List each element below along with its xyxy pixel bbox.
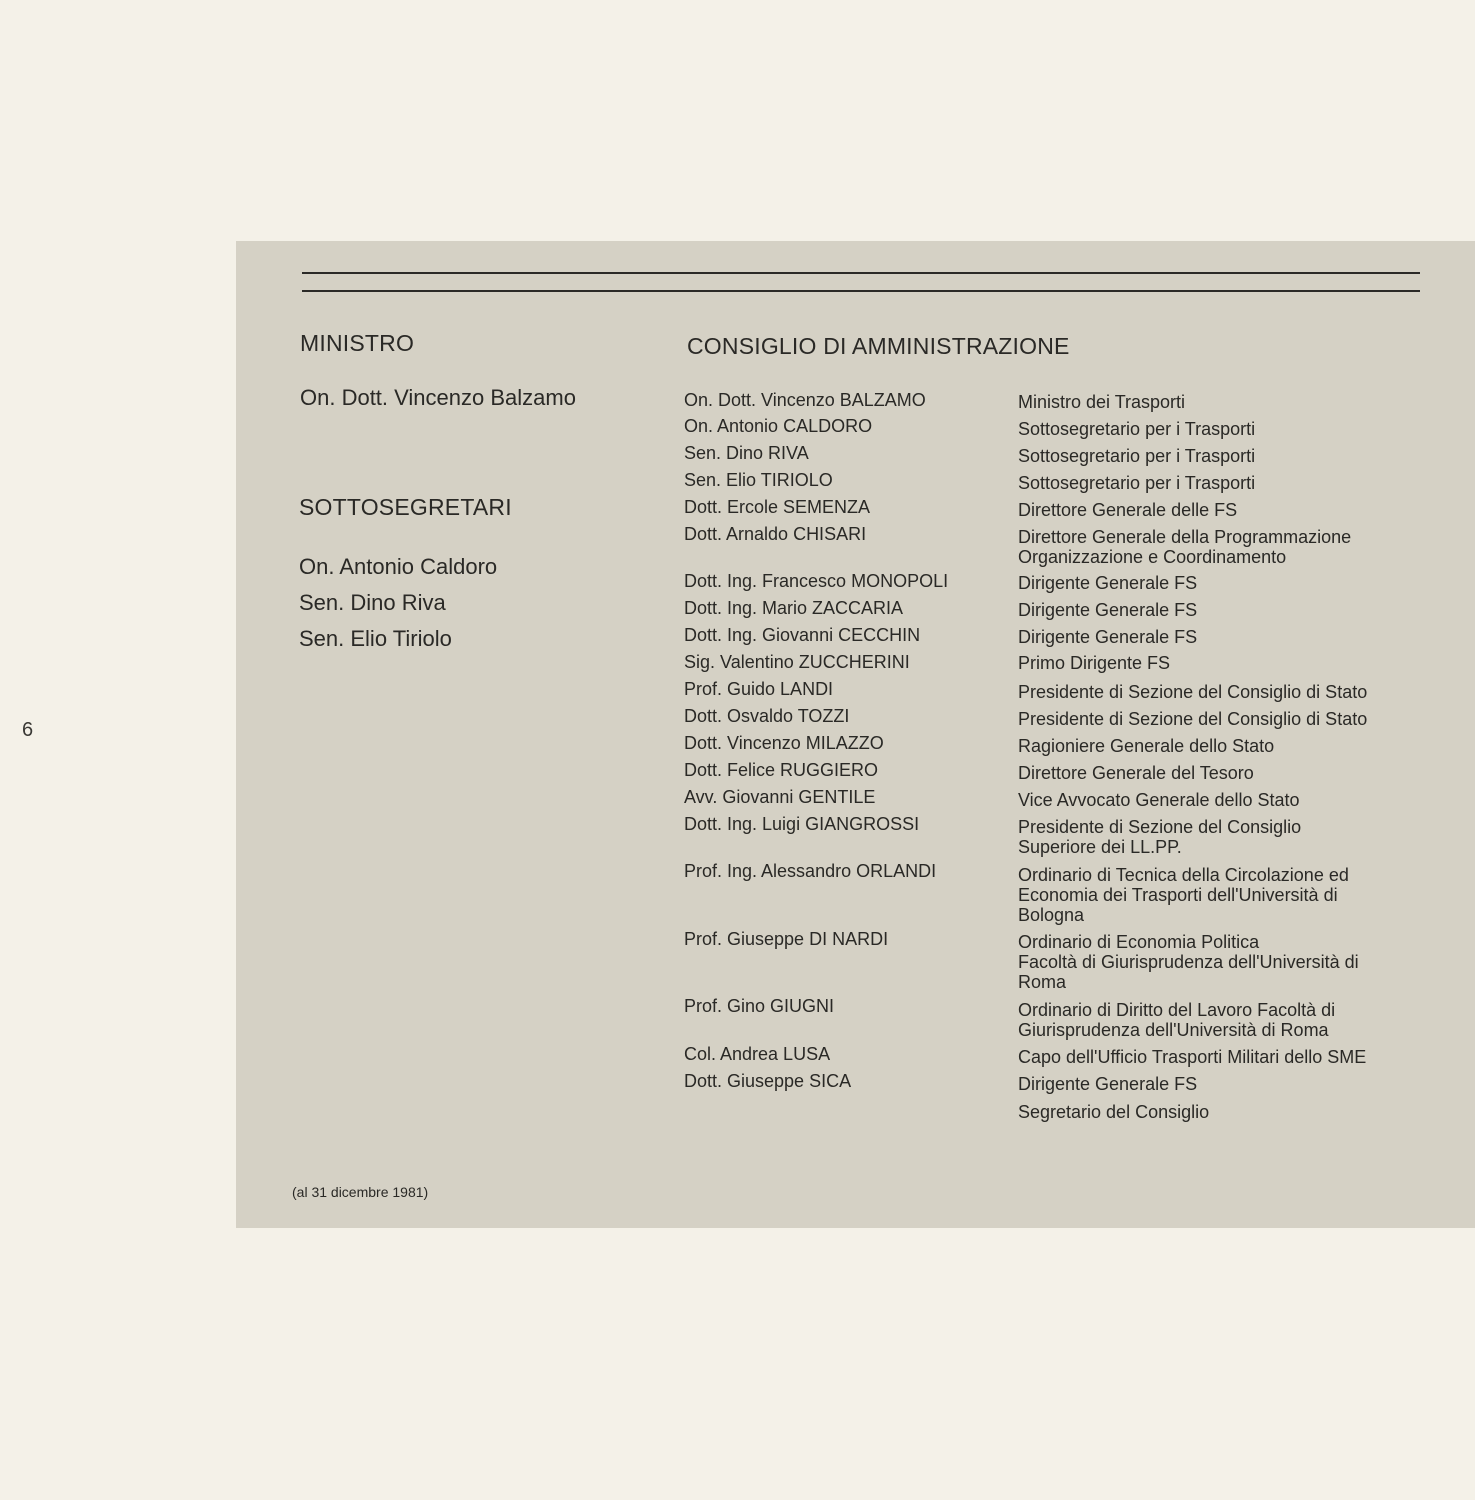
council-member-name: Prof. Guido LANDI (684, 679, 834, 699)
page-number: 6 (22, 719, 34, 741)
council-member-role: Dirigente Generale FS (1018, 1074, 1198, 1094)
council-member-role: Ordinario di Economia Politica Facoltà di Giurisprudenza dell'Università di Roma (1018, 932, 1359, 992)
council-member-name: Col. Andrea LUSA (684, 1044, 831, 1064)
council-member-role: Capo dell'Ufficio Trasporti Militari dello SME (1018, 1047, 1367, 1067)
council-member-role: Ragioniere Generale dello Stato (1018, 736, 1275, 756)
content-panel (236, 241, 1475, 1228)
council-member-name: Sen. Elio TIRIOLO (684, 470, 833, 490)
council-member-name: Dott. Vincenzo MILAZZO (684, 733, 884, 753)
council-member-name: Dott. Osvaldo TOZZI (684, 706, 850, 726)
council-member-name: Sig. Valentino ZUCCHERINI (684, 652, 910, 672)
council-member-role: Ordinario di Tecnica della Circolazione ed Economia dei Trasporti dell'Università di Bologna (1018, 865, 1349, 925)
council-member-role: Direttore Generale della Programmazione Organizzazione e Coordinamento (1018, 527, 1352, 567)
council-member-name: Dott. Ing. Mario ZACCARIA (684, 598, 904, 618)
council-member-name: Sen. Dino RIVA (684, 443, 809, 463)
council-member-name: Dott. Arnaldo CHISARI (684, 524, 867, 544)
council-member-role: Ordinario di Diritto del Lavoro Facoltà di Giurisprudenza dell'Università di Roma (1018, 1000, 1336, 1040)
undersecretary-name: Sen. Elio Tiriolo (299, 626, 452, 651)
council-member-role: Dirigente Generale FS (1018, 600, 1198, 620)
council-member-role: Primo Dirigente FS (1018, 653, 1171, 673)
council-member-role: Sottosegretario per i Trasporti (1018, 446, 1256, 466)
council-member-name: Dott. Ing. Francesco MONOPOLI (684, 571, 949, 591)
council-member-name: Avv. Giovanni GENTILE (684, 787, 876, 807)
council-member-role: Direttore Generale delle FS (1018, 500, 1238, 520)
council-member-name: Dott. Ing. Luigi GIANGROSSI (684, 814, 920, 834)
council-member-role: Vice Avvocato Generale dello Stato (1018, 790, 1300, 810)
top-rule (302, 272, 1420, 274)
council-member-role: Sottosegretario per i Trasporti (1018, 419, 1256, 439)
secretary-role: Segretario del Consiglio (1018, 1102, 1210, 1122)
minister-name: On. Dott. Vincenzo Balzamo (300, 385, 576, 410)
council-member-name: Prof. Ing. Alessandro ORLANDI (684, 861, 937, 881)
council-member-name: Dott. Ing. Giovanni CECCHIN (684, 625, 921, 645)
second-rule (302, 290, 1420, 292)
council-heading: CONSIGLIO DI AMMINISTRAZIONE (687, 333, 1070, 359)
council-member-name: Prof. Giuseppe DI NARDI (684, 929, 889, 949)
council-member-name: Dott. Felice RUGGIERO (684, 760, 879, 780)
undersecretaries-heading: SOTTOSEGRETARI (299, 494, 512, 520)
minister-heading: MINISTRO (300, 330, 415, 356)
date-footnote: (al 31 dicembre 1981) (292, 1184, 429, 1200)
council-member-name: Prof. Gino GIUGNI (684, 996, 835, 1016)
council-member-role: Presidente di Sezione del Consiglio di Stato (1018, 682, 1368, 702)
council-member-role: Presidente di Sezione del Consiglio Superiore dei LL.PP. (1018, 817, 1302, 857)
council-member-name: On. Dott. Vincenzo BALZAMO (684, 390, 926, 410)
council-member-role: Dirigente Generale FS (1018, 627, 1198, 647)
undersecretary-name: Sen. Dino Riva (299, 590, 446, 615)
council-member-name: Dott. Ercole SEMENZA (684, 497, 871, 517)
council-member-role: Dirigente Generale FS (1018, 573, 1198, 593)
council-member-name: On. Antonio CALDORO (684, 416, 873, 436)
council-member-role: Ministro dei Trasporti (1018, 392, 1186, 412)
council-member-role: Direttore Generale del Tesoro (1018, 763, 1254, 783)
undersecretary-name: On. Antonio Caldoro (299, 554, 498, 579)
council-member-role: Sottosegretario per i Trasporti (1018, 473, 1256, 493)
council-member-role: Presidente di Sezione del Consiglio di Stato (1018, 709, 1368, 729)
council-member-name: Dott. Giuseppe SICA (684, 1071, 852, 1091)
